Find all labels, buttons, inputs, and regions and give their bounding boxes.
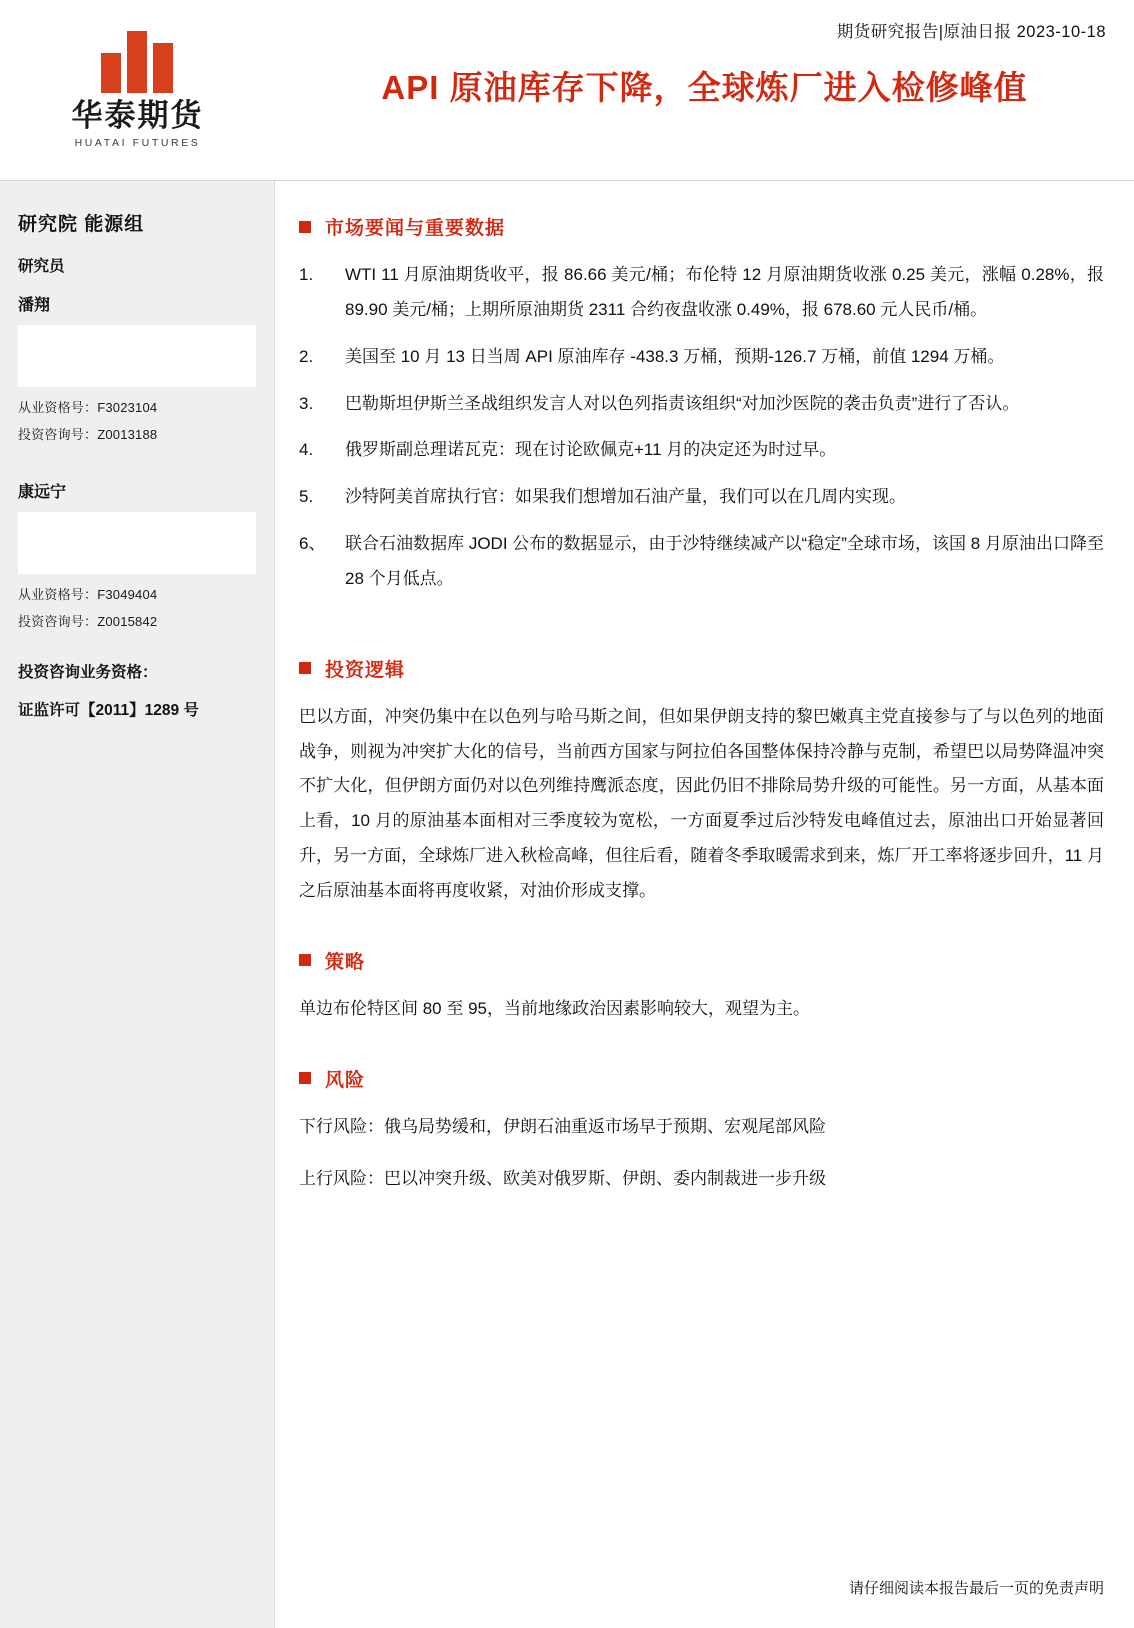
analyst-cert-2: 从业资格号：F3049404: [18, 587, 158, 602]
list-item-number: 2.: [299, 346, 314, 366]
list-item-number: 6、: [299, 534, 326, 554]
qualification-number: 证监许可【2011】1289 号: [18, 702, 199, 719]
analyst-name-1: 潘翔: [18, 297, 51, 314]
bullet-square-icon: [299, 662, 311, 674]
analyst-consult-1: 投资咨询号：Z0013188: [18, 427, 158, 442]
analyst-photo-1: [18, 325, 256, 387]
list-item: [299, 258, 1104, 328]
section-heading-strategy-label: 策略: [325, 951, 366, 973]
analyst-photo-2: [18, 512, 256, 574]
huatai-logo-icon: [99, 31, 177, 93]
section-heading-news-label: 市场要闻与重要数据: [325, 218, 506, 239]
logic-paragraph: 巴以方面，冲突仍集中在以色列与哈马斯之间，但如果伊朗支持的黎巴嫩真主党直接参与了与以色列的地面战争，则视为冲突扩大化的信号，当前西方国家与阿拉伯各国整体保持冷静与克制，希望巴以局势降温冲突不扩大化，但伊朗方面仍对以色列维持鹰派态度，因此仍旧不排除局势升级的可能性。另一方面，从基本面上看，10 月的原油基本面相对三季度较为宽松，一方面夏季过后沙特发电峰值过去，原油出口开始显著回升，另一方面，全球炼厂进入秋检高峰，但往后看，随着冬季取暖需求到来，炼厂开工率将逐步回升，11 月之后原油基本面将再度收紧，对油价形成支撑。: [299, 706, 1104, 900]
section-heading-logic-label: 投资逻辑: [325, 659, 406, 681]
list-item: [299, 387, 1104, 422]
risk-downside: 下行风险：俄乌局势缓和，伊朗石油重返市场早于预期、宏观尾部风险: [299, 1116, 826, 1136]
bullet-square-icon: [299, 954, 311, 966]
analyst-cert-1: 从业资格号：F3023104: [18, 400, 158, 415]
brand-logo: [0, 0, 275, 180]
analyst-name-2: 康远宁: [18, 484, 67, 501]
section-heading-risk: [299, 1065, 1104, 1092]
sidebar-department: 研究院 能源组: [18, 214, 145, 235]
list-item-number: 1.: [299, 265, 314, 284]
analyst-consult-2: 投资咨询号：Z0015842: [18, 614, 158, 629]
sidebar-role-label: 研究员: [18, 258, 65, 275]
strategy-paragraph: 单边布伦特区间 80 至 95，当前地缘政治因素影响较大，观望为主。: [299, 998, 810, 1018]
list-item: [299, 527, 1104, 597]
section-heading-news: [299, 213, 1104, 240]
risk-upside: 上行风险：巴以冲突升级、欧美对俄罗斯、伊朗、委内制裁进一步升级: [299, 1168, 826, 1188]
list-item-text: WTI 11 月原油期货收平，报 86.66 美元/桶；布伦特 12 月原油期货收涨 0.25 美元，涨幅 0.28%，报 89.90 美元/桶；上期所原油期货 2311 合约夜盘收涨 0.49%，报 678.60 元人民币/桶。: [345, 265, 1104, 319]
page-body: [0, 181, 1134, 1628]
list-item-text: 巴勒斯坦伊斯兰圣战组织发言人对以色列指责该组织“对加沙医院的袭击负责”进行了否认。: [345, 393, 1020, 413]
brand-name-en: HUATAI FUTURES: [74, 137, 201, 150]
brand-name-cn: 华泰期货: [71, 97, 204, 133]
disclaimer-note: 请仔细阅读本报告最后一页的免责声明: [848, 1580, 1104, 1597]
list-item-text: 沙特阿美首席执行官：如果我们想增加石油产量，我们可以在几周内实现。: [345, 487, 906, 507]
list-item-number: 3.: [299, 393, 314, 413]
list-item: [299, 340, 1104, 375]
list-item-text: 美国至 10 月 13 日当周 API 原油库存 -438.3 万桶，预期-126.7 万桶，前值 1294 万桶。: [345, 346, 1005, 366]
list-item-number: 5.: [299, 487, 314, 507]
page-title: API 原油库存下降，全球炼厂进入检修峰值: [381, 69, 1028, 106]
section-heading-risk-label: 风险: [325, 1069, 366, 1091]
list-item-text: 俄罗斯副总理诺瓦克：现在讨论欧佩克+11 月的决定还为时过早。: [345, 440, 837, 460]
bullet-square-icon: [299, 1072, 311, 1084]
section-heading-logic: [299, 655, 1104, 682]
list-item: [299, 433, 1104, 468]
section-heading-strategy: [299, 947, 1104, 974]
page-header: [0, 0, 1134, 181]
header-right: [275, 0, 1134, 180]
list-item: [299, 480, 1104, 515]
sidebar: [0, 181, 275, 1628]
list-item-number: 4.: [299, 440, 314, 460]
bullet-square-icon: [299, 221, 311, 233]
report-meta: 期货研究报告|原油日报 2023-10-18: [836, 23, 1106, 41]
list-item-text: 联合石油数据库 JODI 公布的数据显示，由于沙特继续减产以“稳定”全球市场，该国 8 月原油出口降至 28 个月低点。: [345, 534, 1104, 588]
qualification-title: 投资咨询业务资格：: [18, 664, 158, 681]
main-content: [275, 181, 1134, 1628]
